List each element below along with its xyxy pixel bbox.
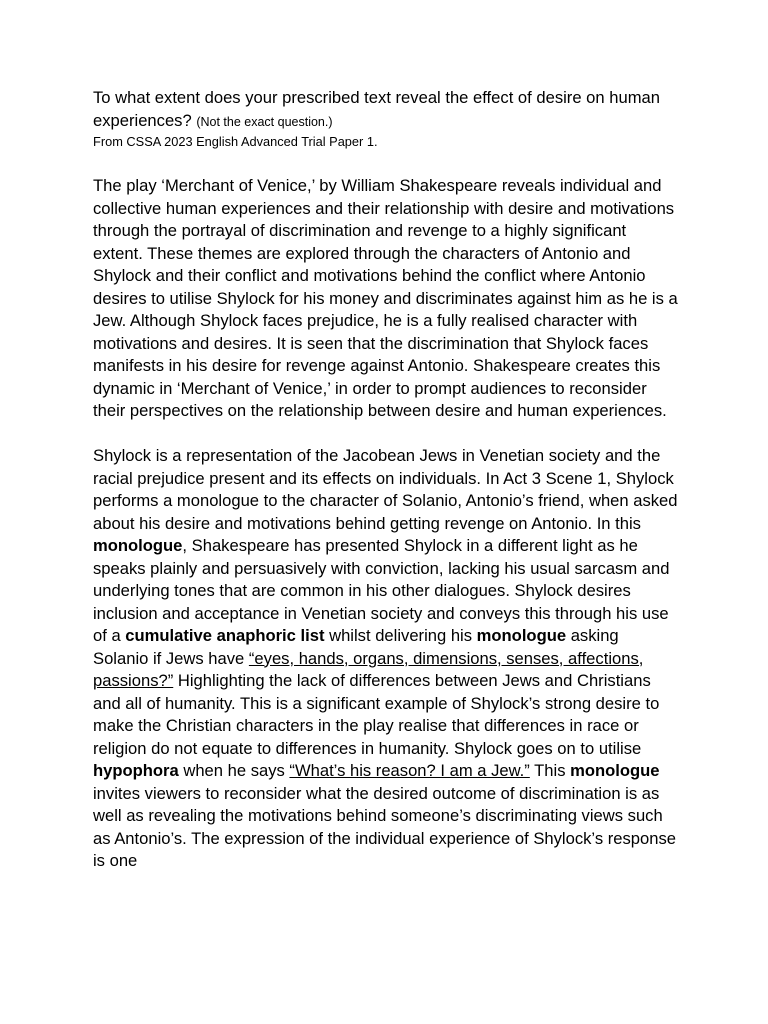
essay-question [93,87,678,133]
body-text: invites viewers to reconsider what the desired outcome of discrimination is as well as revealing the motivations behind someone’s discriminating views such as Antonio’s. The expression of the individual experience of Shylock’s response is one [93,783,676,870]
body-text: whilst delivering his [324,626,477,645]
question-note: (Not the exact question.) [196,114,333,129]
body-text: when he says [178,761,290,780]
technique-term: monologue [93,536,183,555]
question-text: To what extent does your prescribed text reveal the effect of desire on human experiences? [93,88,660,130]
body-text: , Shakespeare has presented Shylock in a different light as he speaks plainly and persuasively with conviction, lacking his usual sarcasm and underlying tones that are common in his other dialogues. Shylock desires inclusion and acceptance in Venetian society and conveys this through his use of a [93,536,670,645]
technique-term: monologue [476,626,567,645]
source-line: From CSSA 2023 English Advanced Trial Paper 1. [93,134,378,149]
technique-term: hypophora [93,761,179,780]
body-text: Highlighting the lack of differences between Jews and Christians and all of humanity. This is a significant example of Shylock’s strong desire to make the Christian characters in the play realise that differences in race or religion do not equate to differences in humanity. Shylock goes on to utilise [93,671,660,758]
quotation: “What’s his reason? I am a Jew.” [289,761,530,780]
body-paragraph [93,445,678,873]
body-text: Shylock is a representation of the Jacobean Jews in Venetian society and the racial prejudice present and its effects on individuals. In Act 3 Scene 1, Shylock performs a monologue to the character of Solanio, Antonio’s friend, when asked about his desire and motivations behind getting revenge on Antonio. In this [93,446,678,533]
technique-term: monologue [570,761,660,780]
body-text: asking Solanio if Jews have [93,626,619,668]
technique-term: cumulative anaphoric list [125,626,325,645]
intro-paragraph: The play ‘Merchant of Venice,’ by William Shakespeare reveals individual and collective human experiences and their relationship with desire and motivations through the portrayal of discrimination and revenge to a highly significant extent. These themes are explored through the characters of Antonio and Shylock and their conflict and motivations behind the conflict where Antonio desires to utilise Shylock for his money and discriminates against him as he is a Jew. Although Shylock faces prejudice, he is a fully realised character with motivations and desires. It is seen that the discrimination that Shylock faces manifests in his desire for revenge against Antonio. Shakespeare creates this dynamic in ‘Merchant of Venice,’ in order to prompt audiences to reconsider their perspectives on the relationship between desire and human experiences. [93,176,678,420]
document-page [93,87,678,895]
quotation: “eyes, hands, organs, dimensions, senses, affections, passions?” [93,648,644,690]
body-text: This [529,761,571,780]
